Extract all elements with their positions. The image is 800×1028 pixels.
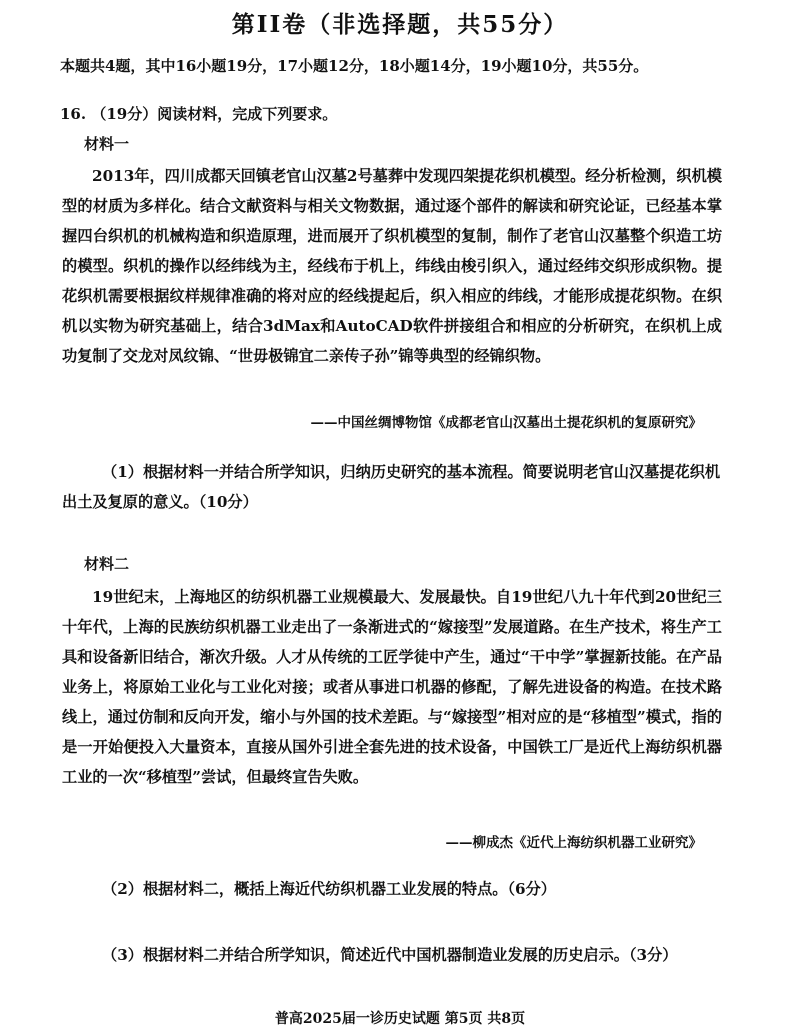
sub-question-3: （3）根据材料二并结合所学知识，简述近代中国机器制造业发展的历史启示。（3分） bbox=[102, 946, 678, 964]
material-2-source: ——柳成杰《近代上海纺织机器工业研究》 bbox=[445, 835, 702, 851]
material-2-label: 材料二 bbox=[84, 555, 130, 573]
material-1-text: 2013年，四川成都天回镇老官山汉墓2号墓葬中发现四架提花织机模型。经分析检测，织机模型的材质为多样化。结合文献资料与相关文物数据，通过逐个部件的解读和研究论证，已经基本掌握四台织机的机械构造和织造原理，进而展开了织机模型的复制，制作了老官山汉墓整个织造工坊的模型。织机的操作以经纬线为主，经线布于机上，纬线由梭引织入，通过经纬交织形成织物。提花织机需要根据纹样规律准确的将对应的经线提起后，织入相应的纬线，才能形成提花织物。在织机以实物为研究基础上，结合3dMax和AutoCAD软件拼接组合和相应的分析研究，在织机上成功复制了交龙对凤纹锦、“世毋极锦宜二亲传子孙”锦等典型的经锦织物。 bbox=[62, 167, 722, 365]
material-1-source: ——中国丝绸博物馆《成都老官山汉墓出土提花织机的复原研究》 bbox=[310, 415, 702, 431]
sub-question-2: （2）根据材料二，概括上海近代纺织机器工业发展的特点。（6分） bbox=[102, 880, 556, 898]
sub-question-1: （1）根据材料一并结合所学知识，归纳历史研究的基本流程。简要说明老官山汉墓提花织机出土及复原的意义。（10分） bbox=[62, 463, 721, 511]
question-16-heading: 16. （19分）阅读材料，完成下列要求。 bbox=[60, 105, 338, 123]
section-instructions: 本题共4题，其中16小题19分，17小题12分，18小题14分，19小题10分，共55分。 bbox=[60, 57, 649, 75]
page-footer: 普高2025届一诊历史试题 第5页 共8页 bbox=[274, 1011, 526, 1027]
material-2-text: 19世纪末，上海地区的纺织机器工业规模最大、发展最快。自19世纪八九十年代到20世纪三十年代，上海的民族纺织机器工业走出了一条渐进式的“嫁接型”发展道路。在生产技术，将生产工具和设备新旧结合，渐次升级。人才从传统的工匠学徒中产生，通过“干中学”掌握新技能。在产品业务上，将原始工业化与工业化对接；或者从事进口机器的修配，了解先进设备的构造。在技术路线上，通过仿制和反向开发，缩小与外国的技术差距。与“嫁接型”相对应的是“移植型”模式，指的是一开始便投入大量资本，直接从国外引进全套先进的技术设备，中国铁工厂是近代上海纺织机器工业的一次“移植型”尝试，但最终宣告失败。 bbox=[62, 588, 722, 786]
section-title: 第II卷（非选择题，共55分） bbox=[231, 11, 569, 38]
material-1-label: 材料一 bbox=[84, 135, 130, 153]
